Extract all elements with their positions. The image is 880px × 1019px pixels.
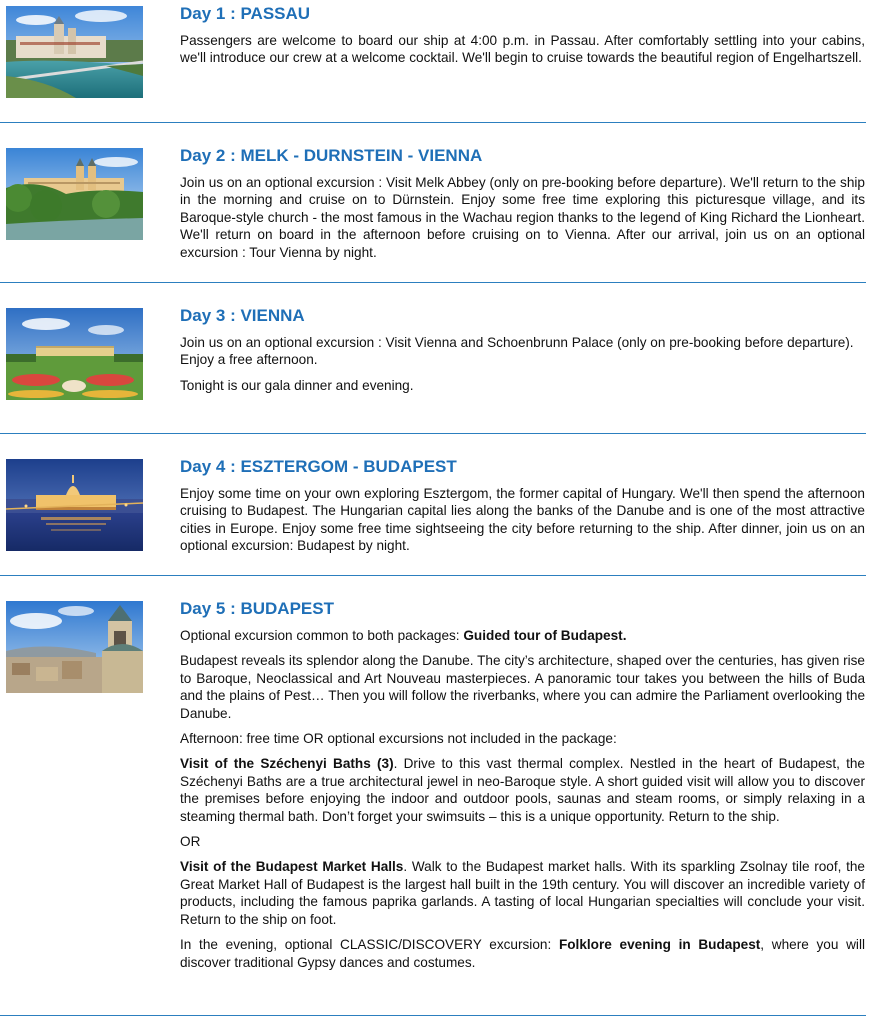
- section-divider: [0, 282, 866, 283]
- day-title: Day 3 : VIENNA: [180, 306, 305, 325]
- day-paragraph: [180, 334, 865, 351]
- text-run: Tonight is our gala dinner and evening.: [180, 377, 414, 393]
- text-run: Passengers are welcome to board our ship at 4:00 p.m. in Passau. After comfortably settling into your cabins, we'll introduce our crew at a welcome cocktail. We'll begin to cruise towards the beautiful region of Engelhartszell.: [180, 33, 865, 66]
- text-run: OR: [180, 834, 201, 850]
- day-2-content: [180, 146, 865, 261]
- day-5-content: [180, 599, 865, 971]
- melk-abbey-photo: [6, 148, 143, 240]
- day-paragraph: [180, 174, 865, 261]
- text-run: Join us on an optional excursion : Visit Vienna and Schoenbrunn Palace (only on pre-booking before departure).: [180, 335, 854, 350]
- text-run: , where you will discover traditional Gypsy dances and costumes.: [180, 937, 865, 970]
- budapest-basilica-photo: [6, 601, 143, 693]
- day-paragraph: [180, 755, 865, 825]
- schoenbrunn-palace-photo: [6, 308, 143, 400]
- day-description: [180, 174, 865, 261]
- text-run: Enjoy some time on your own exploring Esztergom, the former capital of Hungary. We'll then spend the afternoon cruising to Budapest. The Hungarian capital lies along the banks of the Danube and is one of the most attractive cities in Europe. Enjoy some free time sightseeing the city before returning to the ship. After dinner, join us on an optional excursion: Budapest by night.: [180, 486, 865, 554]
- text-run: . Drive to this vast thermal complex. Nestled in the heart of Budapest, the Széchenyi Baths are a true architectural jewel in neo-Baroque style. A short guided visit will allow you to discover the premises before enjoying the indoor and outdoor pools, saunas and steam rooms, or simply relaxing in a steaming thermal bath. Don’t forget your swimsuits – this is a unique opportunity. Return to the ship.: [180, 756, 865, 824]
- day-1-content: [180, 4, 865, 67]
- day-paragraph: [180, 858, 865, 928]
- budapest-parliament-photo: [6, 459, 143, 551]
- text-run: Optional excursion common to both packages:: [180, 628, 464, 643]
- day-paragraph: [180, 833, 865, 850]
- passau-photo: [6, 6, 143, 98]
- day-title: Day 5 : BUDAPEST: [180, 599, 334, 618]
- day-title: Day 4 : ESZTERGOM - BUDAPEST: [180, 457, 457, 476]
- section-divider: [0, 433, 866, 434]
- bold-text-run: Visit of the Széchenyi Baths (3): [180, 756, 394, 772]
- day-title: Day 2 : MELK - DURNSTEIN - VIENNA: [180, 146, 483, 165]
- text-run: In the evening, optional CLASSIC/DISCOVERY excursion:: [180, 937, 559, 953]
- section-divider: [0, 575, 866, 576]
- day-paragraph: [180, 485, 865, 555]
- day-4-content: [180, 457, 865, 555]
- section-divider: [0, 1015, 866, 1016]
- day-description: [180, 32, 865, 67]
- day-description: [180, 485, 865, 555]
- bold-text-run: Guided tour of Budapest.: [463, 628, 627, 643]
- text-run: . Walk to the Budapest market halls. With its sparkling Zsolnay tile roof, the Great Market Hall of Budapest is the largest hall built in the 19th century. You will discover an incredible variety of products, including the famous paprika garlands. A tasting of local Hungarian specialties will conclude your visit. Return to the ship on foot.: [180, 859, 865, 927]
- bold-text-run: Folklore evening in Budapest: [558, 937, 761, 953]
- day-description: [180, 627, 865, 971]
- text-run: Afternoon: free time OR optional excursions not included in the package:: [180, 731, 617, 747]
- day-3-content: [180, 306, 865, 394]
- day-paragraph: [180, 936, 865, 971]
- section-divider: [0, 122, 866, 123]
- day-description: [180, 334, 865, 394]
- day-paragraph: [180, 730, 865, 747]
- day-paragraph: [180, 377, 865, 394]
- day-paragraph: [180, 351, 865, 368]
- day-paragraph: [180, 32, 865, 67]
- text-run: Join us on an optional excursion : Visit Melk Abbey (only on pre-booking before departure). We'll return to the ship in the morning and cruise on to Dürnstein. Enjoy some free time exploring this picturesque village, and its Baroque-style church - the most famous in the Wachau region thanks to the legend of King Richard the Lionheart. We'll return on board in the afternoon before cruising on to Vienna. After our arrival, join us on an optional excursion : Tour Vienna by night.: [180, 175, 865, 260]
- text-run: Budapest reveals its splendor along the Danube. The city’s architecture, shaped over the centuries, has given rise to Baroque, Neoclassical and Art Nouveau masterpieces. A panoramic tour takes you between the hills of Buda and the plains of Pest… Then you will follow the riverbanks, where you can admire the Parliament overlooking the Danube.: [180, 653, 865, 721]
- day-paragraph: [180, 627, 865, 644]
- text-run: Enjoy a free afternoon.: [180, 352, 318, 368]
- day-title: Day 1 : PASSAU: [180, 4, 311, 23]
- day-paragraph: [180, 652, 865, 722]
- bold-text-run: Visit of the Budapest Market Halls: [180, 859, 404, 875]
